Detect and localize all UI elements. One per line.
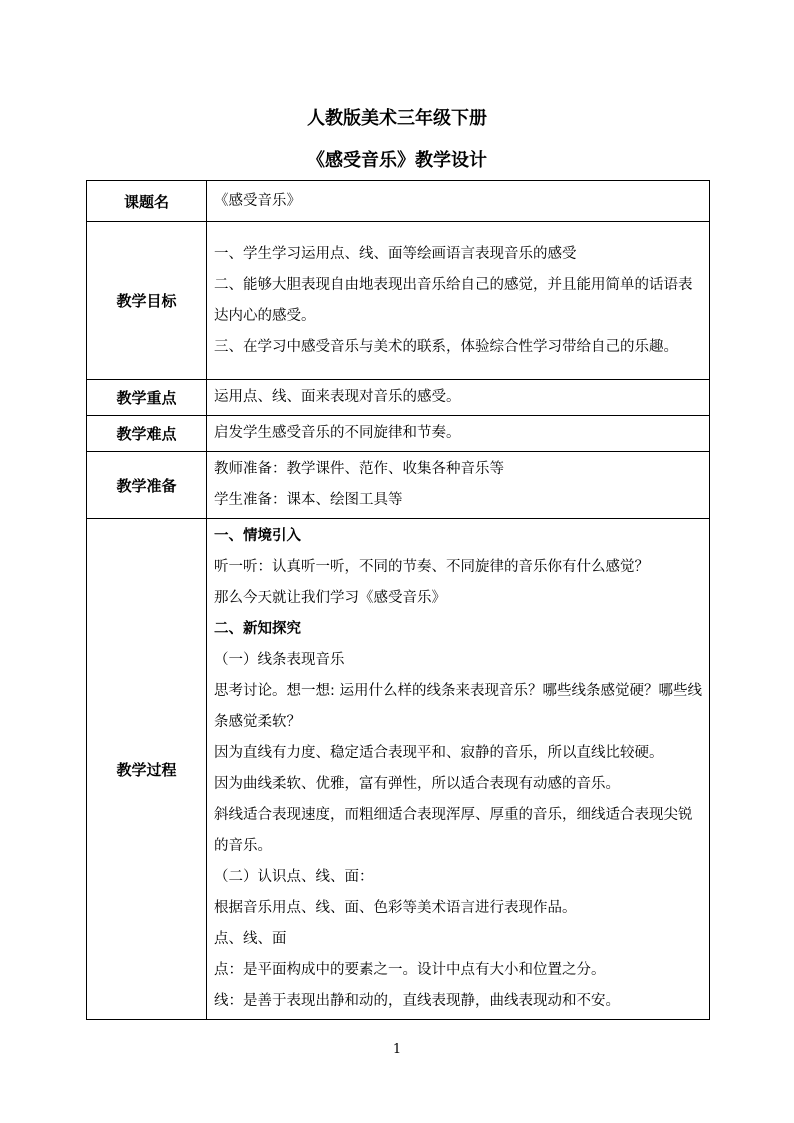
label-key-points: 教学重点 (87, 380, 207, 416)
topic-line: 《感受音乐》 (214, 192, 301, 209)
page-number: 1 (392, 1042, 402, 1057)
process-line: 根据音乐用点、线、面、色彩等美术语言进行表现作品。 (214, 900, 577, 916)
objective-line: 一、学生学习运用点、线、面等绘画语言表现音乐的感受 (214, 245, 577, 262)
row-difficulties (87, 416, 710, 452)
label-topic: 课题名 (87, 181, 207, 222)
process-heading: 二、新知探究 (214, 621, 301, 637)
content-difficulties (207, 416, 710, 452)
row-topic (87, 181, 710, 222)
label-objectives: 教学目标 (87, 222, 207, 380)
label-difficulties: 教学难点 (87, 416, 207, 452)
preparation-line: 学生准备：课本、绘图工具等 (214, 492, 403, 508)
process-line: 思考讨论。想一想: 运用什么样的线条来表现音乐？哪些线条感觉硬？哪些线条感觉柔软？ (214, 683, 702, 730)
process-line: 斜线适合表现速度，而粗细适合表现浑厚、厚重的音乐，细线适合表现尖锐的音乐。 (214, 807, 693, 854)
objective-line: 三、在学习中感受音乐与美术的联系，体验综合性学习带给自己的乐趣。 (214, 338, 678, 355)
process-line: 线：是善于表现出静和动的，直线表现静，曲线表现动和不安。 (214, 993, 620, 1009)
process-line: 点：是平面构成中的要素之一。设计中点有大小和位置之分。 (214, 962, 606, 978)
process-line: 因为曲线柔软、优雅，富有弹性，所以适合表现有动感的音乐。 (214, 776, 620, 792)
objective-line: 二、能够大胆表现自由地表现出音乐给自己的感觉，并且能用简单的话语表达内心的感受。 (214, 276, 693, 324)
difficulty-line: 启发学生感受音乐的不同旋律和节奏。 (214, 425, 461, 441)
label-preparation: 教学准备 (87, 452, 207, 519)
content-preparation (207, 452, 710, 519)
document-subtitle: 《感受音乐》教学设计 (307, 150, 487, 171)
preparation-line: 教师准备：教学课件、范作、收集各种音乐等 (214, 461, 504, 477)
row-objectives (87, 222, 710, 380)
key-point-line: 运用点、线、面来表现对音乐的感受。 (214, 389, 461, 405)
process-line: 那么今天就让我们学习《感受音乐》 (214, 590, 446, 606)
process-heading: 一、情境引入 (214, 528, 301, 544)
process-line: 点、线、面 (214, 931, 287, 947)
row-key-points (87, 380, 710, 416)
process-line: 因为直线有力度、稳定适合表现平和、寂静的音乐，所以直线比较硬。 (214, 745, 664, 761)
label-process: 教学过程 (87, 519, 207, 1020)
lesson-plan-table (86, 180, 710, 1020)
content-topic (207, 181, 710, 222)
content-process (207, 519, 710, 1020)
process-subheading: （一）线条表现音乐 (214, 652, 345, 668)
content-key-points (207, 380, 710, 416)
content-objectives (207, 222, 710, 380)
process-subheading: （二）认识点、线、面： (214, 869, 374, 885)
row-preparation (87, 452, 710, 519)
row-process (87, 519, 710, 1020)
process-line: 听一听：认真听一听，不同的节奏、不同旋律的音乐你有什么感觉？ (214, 559, 649, 575)
document-title: 人教版美术三年级下册 (307, 108, 487, 129)
